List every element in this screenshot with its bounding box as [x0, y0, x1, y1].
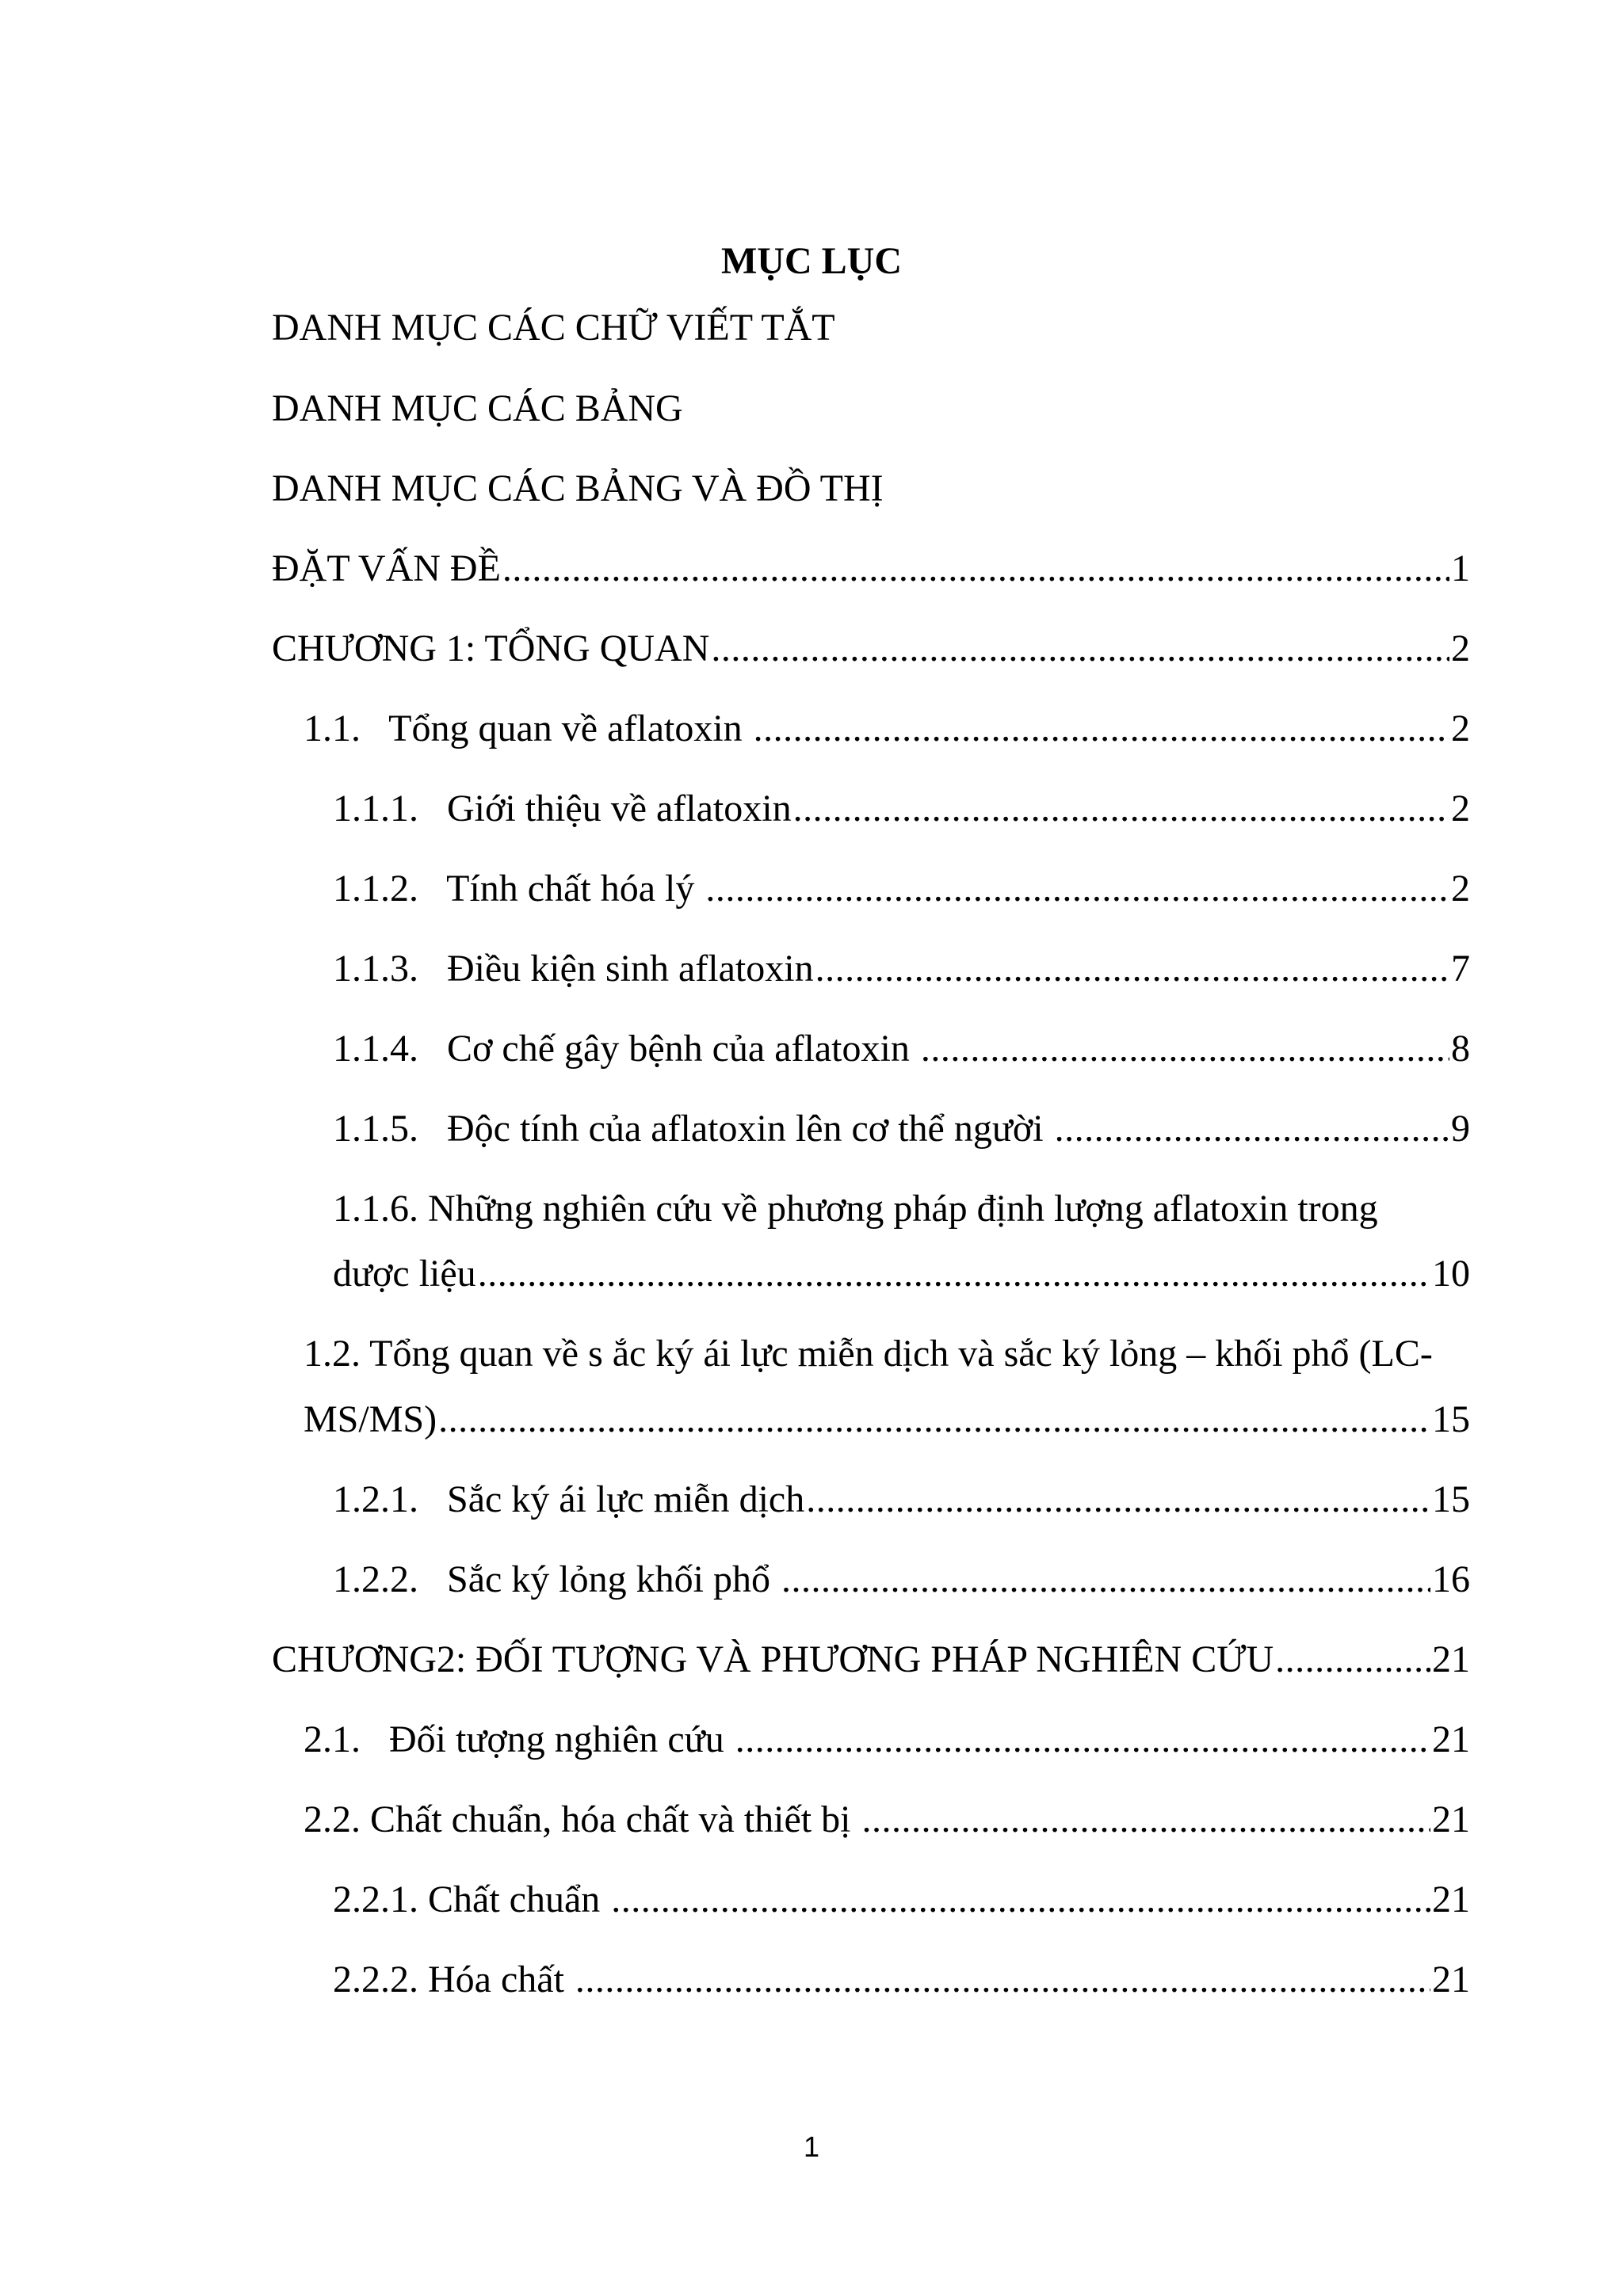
toc-entry-page: 2 — [1451, 868, 1470, 910]
toc-entry-label-line1[interactable]: 1.2. Tổng quan về s ắc ký ái lực miễn dịch và sắc ký lỏng – khối phổ (LC- — [304, 1333, 1433, 1375]
toc-entry[interactable] — [272, 543, 1470, 594]
toc-entry[interactable] — [333, 864, 1470, 914]
toc-entry-page: 21 — [1432, 1718, 1470, 1760]
toc-entry[interactable] — [333, 1554, 1470, 1605]
dot-leader — [1275, 1634, 1430, 1685]
toc-entry-label: 2.1. Đối tượng nghiên cứu — [304, 1718, 734, 1760]
toc-entry[interactable] — [333, 944, 1470, 994]
dot-leader — [711, 624, 1449, 674]
dot-leader — [502, 543, 1449, 594]
toc-entry[interactable] — [272, 1634, 1470, 1685]
toc-entry[interactable] — [333, 1875, 1470, 1925]
dot-leader — [611, 1875, 1430, 1925]
toc-entry-label: 2.2.1. Chất chuẩn — [333, 1878, 610, 1920]
toc-entry-label: 1.1.3. Điều kiện sinh aflatoxin — [333, 948, 814, 990]
toc-entry-page: 10 — [1432, 1253, 1470, 1295]
dot-leader — [478, 1249, 1430, 1299]
toc-entry-label: 1.2.2. Sắc ký lỏng khối phổ — [333, 1558, 780, 1600]
toc-entry-label: dược liệu — [333, 1253, 476, 1295]
heading-abbreviations: DANH MỤC CÁC CHỮ VIẾT TẮT — [272, 307, 835, 349]
dot-leader — [438, 1394, 1430, 1445]
dot-leader — [815, 944, 1449, 994]
toc-entry-page: 21 — [1432, 1638, 1470, 1680]
toc-entry-page: 16 — [1432, 1558, 1470, 1600]
toc-entry-page: 21 — [1432, 1958, 1470, 2000]
toc-entry[interactable] — [304, 1794, 1470, 1845]
toc-entry-label: 1.1.1. Giới thiệu về aflatoxin — [333, 788, 792, 830]
dot-leader — [575, 1955, 1430, 2005]
toc-entry-page: 8 — [1451, 1028, 1470, 1070]
toc-entry[interactable] — [333, 1104, 1470, 1154]
toc-entry-page: 15 — [1432, 1398, 1470, 1440]
toc-entry-page: 9 — [1451, 1108, 1470, 1150]
toc-entry-label: 1.1.5. Độc tính của aflatoxin lên cơ thể người — [333, 1108, 1053, 1150]
dot-leader — [781, 1554, 1430, 1605]
dot-leader — [806, 1474, 1430, 1525]
dot-leader — [861, 1794, 1430, 1845]
toc-entry-label: 1.1. Tổng quan về aflatoxin — [304, 707, 752, 749]
dot-leader — [705, 864, 1449, 914]
toc-entry[interactable] — [333, 1955, 1470, 2005]
heading-tables-graphs: DANH MỤC CÁC BẢNG VÀ ĐỒ THỊ — [272, 467, 884, 509]
heading-tables: DANH MỤC CÁC BẢNG — [272, 387, 683, 429]
toc-entry-label: 1.2.1. Sắc ký ái lực miễn dịch — [333, 1478, 805, 1520]
toc-entry-label: 1.1.2. Tính chất hóa lý — [333, 868, 705, 910]
dot-leader — [754, 704, 1449, 754]
toc-entry-page: 7 — [1451, 948, 1470, 990]
dot-leader — [793, 784, 1449, 834]
toc-entry-page: 15 — [1432, 1478, 1470, 1520]
toc-entry[interactable] — [333, 784, 1470, 834]
toc-entry[interactable] — [333, 1024, 1470, 1074]
toc-entry-label-line1[interactable]: 1.1.6. Những nghiên cứu về phương pháp định lượng aflatoxin trong — [333, 1188, 1378, 1230]
toc-entry[interactable] — [304, 1394, 1470, 1445]
dot-leader — [735, 1714, 1430, 1765]
toc-entry[interactable] — [272, 624, 1470, 674]
toc-entry-page: 21 — [1432, 1798, 1470, 1840]
page-number: 1 — [803, 2130, 820, 2163]
toc-entry-label: MS/MS) — [304, 1398, 437, 1440]
dot-leader — [1055, 1104, 1449, 1154]
dot-leader — [921, 1024, 1449, 1074]
toc-entry-page: 1 — [1451, 547, 1470, 589]
page-title: MỤC LỤC — [721, 240, 902, 282]
toc-entry[interactable] — [304, 704, 1470, 754]
toc-entry-label: 2.2.2. Hóa chất — [333, 1958, 574, 2000]
toc-entry-page: 2 — [1451, 627, 1470, 669]
toc-entry-page: 21 — [1432, 1878, 1470, 1920]
toc-entry-label: 2.2. Chất chuẩn, hóa chất và thiết bị — [304, 1798, 861, 1840]
toc-entry[interactable] — [333, 1474, 1470, 1525]
toc-entry-label: ĐẶT VẤN ĐỀ — [272, 547, 501, 589]
toc-entry-label: 1.1.4. Cơ chế gây bệnh của aflatoxin — [333, 1028, 919, 1070]
toc-entry-page: 2 — [1451, 788, 1470, 830]
toc-entry-label: CHƯƠNG 1: TỔNG QUAN — [272, 627, 710, 669]
toc-entry[interactable] — [333, 1249, 1470, 1299]
toc-entry-page: 2 — [1451, 707, 1470, 749]
toc-entry[interactable] — [304, 1714, 1470, 1765]
toc-entry-label: CHƯƠNG2: ĐỐI TƯỢNG VÀ PHƯƠNG PHÁP NGHIÊN CỨU — [272, 1638, 1274, 1680]
